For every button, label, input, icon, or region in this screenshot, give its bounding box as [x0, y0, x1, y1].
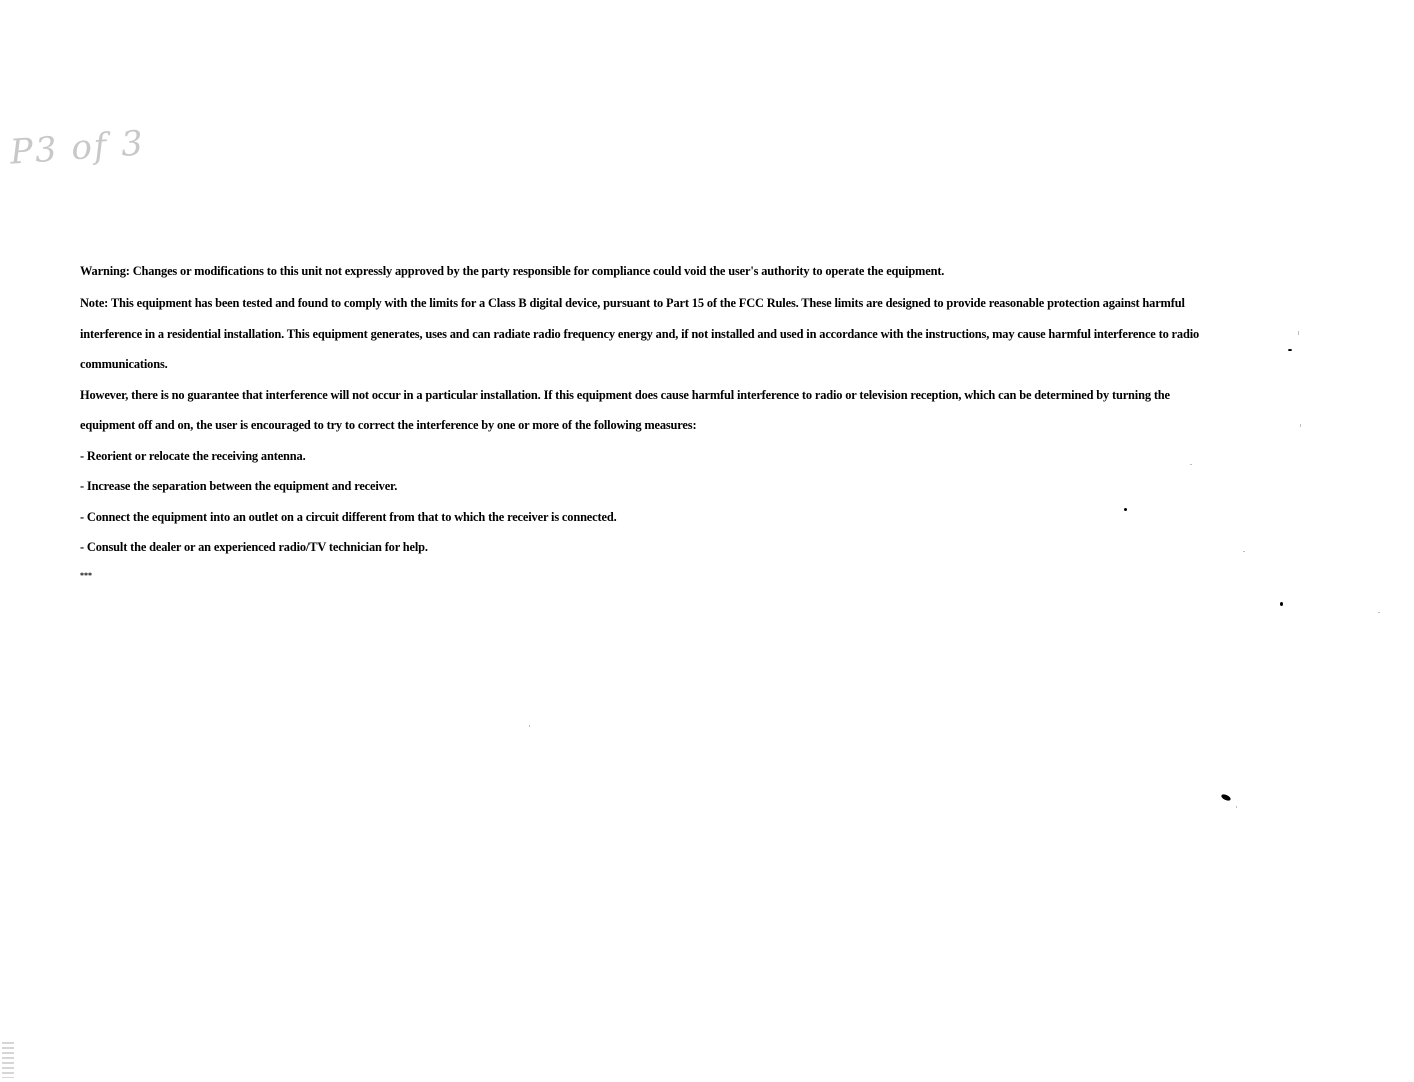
scan-speck: [529, 725, 530, 727]
scan-speck: [1243, 551, 1245, 552]
scan-speck: [1288, 349, 1292, 351]
note-line-3: communications.: [80, 357, 168, 371]
scan-speck: [1124, 508, 1127, 511]
scan-speck: [1378, 612, 1380, 613]
scan-speck: [1280, 602, 1283, 606]
however-line-2: equipment off and on, the user is encouraged to try to correct the interference by one or more of the following measures:: [80, 418, 697, 432]
scan-speck: [1236, 806, 1237, 808]
warning-text: Warning: Changes or modifications to this unit not expressly approved by the party responsible for compliance could void the user's authority to operate the equipment.: [80, 264, 945, 278]
handwritten-page-note: P3 of 3: [8, 123, 147, 173]
however-line-1: However, there is no guarantee that interference will not occur in a particular installation. If this equipment does cause harmful interference to radio or television reception, which can be determined by turning the: [80, 388, 1170, 402]
scan-speck: [1220, 793, 1231, 802]
scan-speck: [1300, 424, 1301, 427]
measure-item-3: - Connect the equipment into an outlet on a circuit different from that to which the receiver is connected.: [80, 510, 617, 524]
note-line-2: interference in a residential installation. This equipment generates, uses and can radiate radio frequency energy and, if not installed and used in accordance with the instructions, may cause harmful interference to radio: [80, 327, 1200, 341]
scan-margin-artifact: [2, 1042, 14, 1078]
scan-speck: [1190, 464, 1192, 465]
measure-item-2: - Increase the separation between the equipment and receiver.: [80, 479, 398, 493]
scan-speck: [1298, 331, 1299, 335]
end-marker: ***: [80, 571, 92, 580]
note-line-1: Note: This equipment has been tested and found to comply with the limits for a Class B digital device, pursuant to Part 15 of the FCC Rules. These limits are designed to provide reasonable protection against harmful: [80, 296, 1185, 310]
measure-item-1: - Reorient or relocate the receiving antenna.: [80, 449, 306, 463]
measure-item-4: - Consult the dealer or an experienced radio/TV technician for help.: [80, 540, 428, 554]
